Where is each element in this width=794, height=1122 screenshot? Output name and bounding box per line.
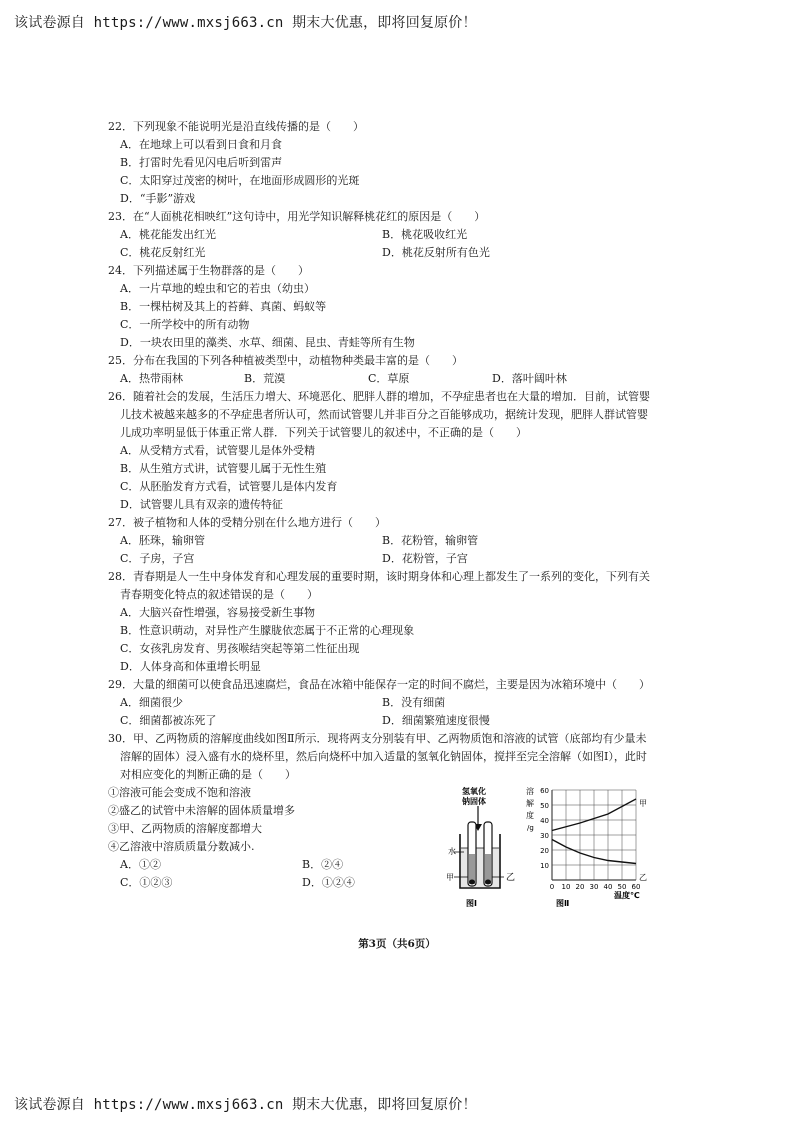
- solid-yi: [485, 880, 491, 885]
- question-28: [108, 568, 656, 676]
- option-b: B．打雷时先看见闪电后听到雷声: [120, 156, 283, 169]
- ylabel-char-3: 度: [526, 811, 534, 820]
- curve-yi-label: 乙: [639, 873, 647, 882]
- option-b: B．性意识萌动，对异性产生朦胧依恋属于不正常的心理现象: [120, 624, 415, 637]
- option-a: A．胚珠，输卵管: [120, 534, 205, 547]
- jia-label: 甲: [446, 873, 454, 882]
- ylabel-char-1: 溶: [526, 787, 534, 796]
- exam-content: [108, 118, 656, 910]
- source-banner-top: 该试卷源自 https://www.mxsj663.cn 期末大优惠，即将回复原价！: [14, 15, 477, 31]
- y-tick-label: 60: [540, 787, 549, 795]
- x-tick-label: 10: [561, 883, 571, 891]
- option-b: B．一棵枯树及其上的苔藓、真菌、蚂蚁等: [120, 300, 327, 313]
- water: [461, 848, 499, 887]
- option-a: A．一片草地的蝗虫和它的若虫（幼虫）: [120, 282, 315, 295]
- option-a: A．大脑兴奋性增强，容易接受新生事物: [120, 606, 315, 619]
- y-tick-label: 50: [540, 802, 549, 810]
- page-number: 第3页（共6页）: [358, 938, 436, 950]
- option-a: A．①②: [120, 858, 161, 871]
- option-a: A．细菌很少: [120, 696, 183, 709]
- curve-jia-label: 甲: [639, 799, 647, 808]
- option-b: B．桃花吸收红光: [382, 228, 468, 241]
- option-c: C．桃花反射红光: [120, 246, 206, 259]
- x-tick-label: 20: [575, 883, 585, 891]
- option-c: C．太阳穿过茂密的树叶，在地面形成圆形的光斑: [120, 174, 360, 187]
- option-c: C．一所学校中的所有动物: [120, 318, 250, 331]
- option-a: A．在地球上可以看到日食和月食: [120, 138, 282, 151]
- option-d: D．桃花反射所有色光: [382, 246, 490, 259]
- question-stem: 23．在“人面桃花相映红”这句诗中，用光学知识解释桃花红的原因是（ ）: [108, 210, 486, 223]
- option-a: A．热带雨林: [120, 372, 183, 385]
- question-24: [108, 262, 656, 352]
- question-stem: 29．大量的细菌可以使食品迅速腐烂，食品在冰箱中能保存一定的时间不腐烂，主要是因为冰箱环境中（ ）: [108, 678, 650, 691]
- statement-2: ②盛乙的试管中未溶解的固体质量增多: [108, 804, 295, 817]
- question-stem: 22．下列现象不能说明光是沿直线传播的是（ ）: [108, 120, 364, 133]
- option-b: B．没有细菌: [382, 696, 446, 709]
- option-b: B．花粉管，输卵管: [382, 534, 479, 547]
- source-banner-bottom: 该试卷源自 https://www.mxsj663.cn 期末大优惠，即将回复原价！: [14, 1097, 477, 1113]
- ylabel-char-2: 解: [526, 799, 534, 808]
- ylabel-unit: /g: [527, 824, 534, 832]
- figure-2-solubility-chart: [526, 784, 656, 910]
- question-stem: 25．分布在我国的下列各种植被类型中，动植物种类最丰富的是（ ）: [108, 354, 463, 367]
- question-22: [108, 118, 656, 208]
- question-stem: 30．甲、乙两物质的溶解度曲线如图Ⅱ所示．现将两支分别装有甲、乙两物质饱和溶液的试管（底部均有少量未溶解的固体）浸入盛有水的烧杯里，然后向烧杯中加入适量的氢氧化钠固体，搅拌至完全溶解（如图Ⅰ），此时对相应变化的判断正确的是（ ）: [108, 732, 647, 781]
- option-b: B．荒漠: [244, 372, 286, 385]
- figure-1-beaker: [440, 784, 540, 910]
- naoh-label-2: 钠固体: [462, 797, 486, 806]
- figure-2-caption: 图Ⅱ: [556, 899, 570, 908]
- xlabel: 温度℃: [614, 891, 640, 900]
- statement-3: ③甲、乙两物质的溶解度都增大: [108, 822, 262, 835]
- option-d: D．“手影”游戏: [120, 192, 196, 205]
- question-stem: 27．被子植物和人体的受精分别在什么地方进行（ ）: [108, 516, 386, 529]
- option-b: B．从生殖方式讲，试管婴儿属于无性生殖: [120, 462, 327, 475]
- question-stem: 26．随着社会的发展，生活压力增大、环境恶化、肥胖人群的增加，不孕症患者也在大量的增加．目前，试管婴儿技术被越来越多的不孕症患者所认可，然而试管婴儿并非百分之百能够成功，据统计发现，肥胖人群试管婴儿成功率明显低于体重正常人群．下列关于试管婴儿的叙述中，不正确的是（ ）: [108, 390, 650, 439]
- option-d: D．试管婴儿具有双亲的遗传特征: [120, 498, 283, 511]
- figure-1-caption: 图Ⅰ: [466, 899, 477, 908]
- y-tick-label: 30: [540, 832, 549, 840]
- x-tick-label: 40: [603, 883, 613, 891]
- x-tick-label: 0: [549, 883, 555, 891]
- question-stem: 28．青春期是人一生中身体发育和心理发展的重要时期，该时期身体和心理上都发生了一系列的变化，下列有关青春期变化特点的叙述错误的是（ ）: [108, 570, 650, 601]
- yi-label: 乙: [506, 873, 516, 883]
- option-d: D．细菌繁殖速度很慢: [382, 714, 490, 727]
- option-d: D．一块农田里的藻类、水草、细菌、昆虫、青蛙等所有生物: [120, 336, 415, 349]
- y-tick-label: 20: [540, 847, 549, 855]
- question-27: [108, 514, 656, 568]
- solid-jia: [469, 880, 475, 885]
- question-25: [108, 352, 656, 388]
- option-d: D．花粉管，子宫: [382, 552, 468, 565]
- option-c: C．细菌都被冻死了: [120, 714, 217, 727]
- y-tick-label: 10: [540, 862, 549, 870]
- option-d: D．人体身高和体重增长明显: [120, 660, 261, 673]
- option-b: B．②④: [302, 858, 344, 871]
- chart-ticks: [540, 787, 640, 891]
- naoh-label: 氢氧化: [462, 787, 486, 796]
- option-a: A．从受精方式看，试管婴儿是体外受精: [120, 444, 315, 457]
- option-c: C．①②③: [120, 876, 173, 889]
- statement-4: ④乙溶液中溶质质量分数减小.: [108, 840, 255, 853]
- option-d: D．①②④: [302, 876, 355, 889]
- statement-1: ①溶液可能会变成不饱和溶液: [108, 786, 251, 799]
- chart-grid: [552, 790, 636, 880]
- x-tick-label: 60: [631, 883, 641, 891]
- option-c: C．草原: [368, 372, 410, 385]
- option-c: C．女孩乳房发育、男孩喉结突起等第二性征出现: [120, 642, 360, 655]
- x-tick-label: 50: [617, 883, 627, 891]
- option-a: A．桃花能发出红光: [120, 228, 216, 241]
- y-tick-label: 40: [540, 817, 549, 825]
- question-30: [108, 730, 656, 910]
- option-c: C．子房，子宫: [120, 552, 195, 565]
- water-label: 水: [448, 847, 456, 856]
- question-23: [108, 208, 656, 262]
- option-d: D．落叶阔叶林: [492, 372, 567, 385]
- question-26: [108, 388, 656, 514]
- option-c: C．从胚胎发育方式看，试管婴儿是体内发育: [120, 480, 338, 493]
- question-stem: 24．下列描述属于生物群落的是（ ）: [108, 264, 309, 277]
- x-tick-label: 30: [589, 883, 599, 891]
- question-29: [108, 676, 656, 730]
